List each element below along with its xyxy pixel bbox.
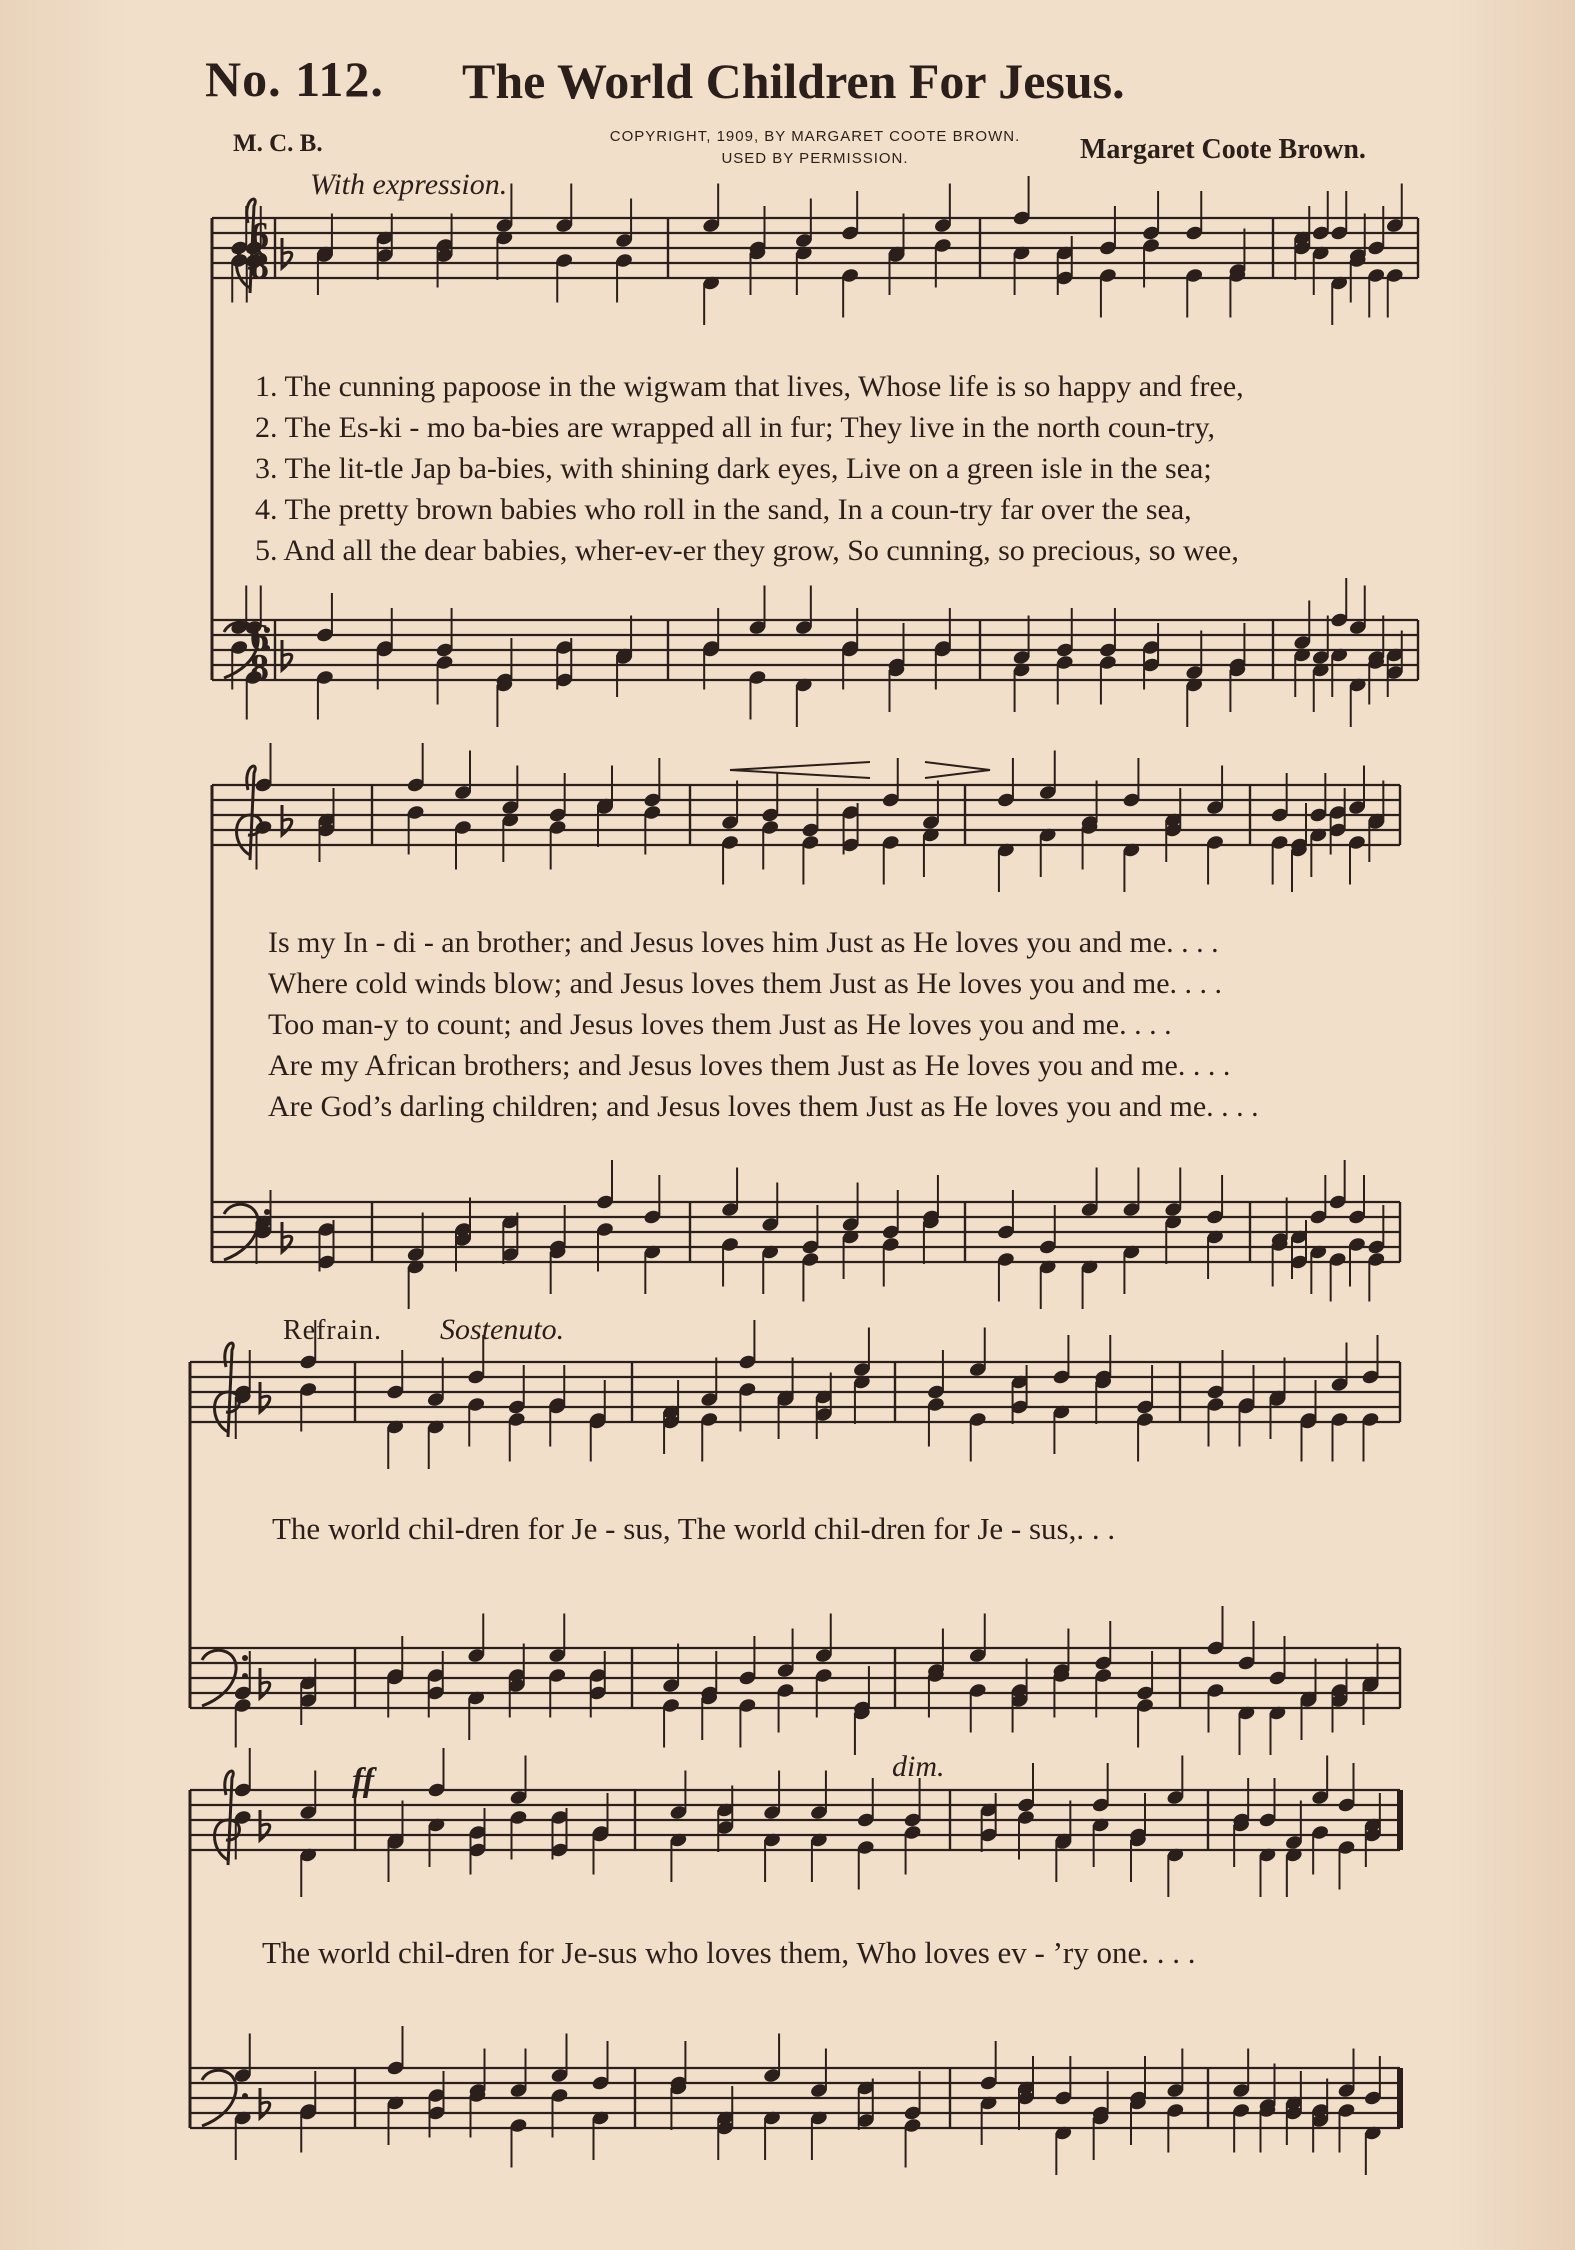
verse-5-second: Are God’s darling children; and Jesus loves them Just as He loves you and me. . . . <box>268 1090 1259 1123</box>
bass-clef-dot <box>264 1209 270 1215</box>
time-sig-upper: 6 <box>250 215 269 257</box>
dynamic-dim: dim. <box>892 1750 945 1783</box>
bass-clef-dot <box>242 2075 248 2081</box>
dynamic-ff: ff <box>352 1762 375 1799</box>
verse-3-second: Too man-y to count; and Jesus loves them Just as He loves you and me. . . . <box>268 1008 1172 1041</box>
time-sig-lower: 8 <box>250 647 269 689</box>
lyricist-initials: M. C. B. <box>233 130 323 157</box>
refrain-label: Refrain. <box>283 1315 382 1346</box>
decrescendo-hairpin <box>925 762 990 778</box>
verse-1-first: 1. The cunning papoose in the wigwam that lives, Whose life is so happy and free, <box>255 370 1244 403</box>
verse-4-second: Are my African brothers; and Jesus loves them Just as He loves you and me. . . . <box>268 1049 1231 1082</box>
copyright-line: COPYRIGHT, 1909, BY MARGARET COOTE BROWN. <box>609 128 1021 145</box>
tempo-marking: With expression. <box>310 168 508 201</box>
refrain-lyric-2: The world chil-dren for Je-sus who loves them, Who loves ev - ’ry one. . . . <box>262 1935 1196 1970</box>
crescendo-hairpin <box>730 762 870 778</box>
permission-line: USED BY PERMISSION. <box>721 150 909 167</box>
bass-clef-dot <box>264 1227 270 1233</box>
bass-clef-dot <box>242 1655 248 1661</box>
refrain-tempo: Sostenuto. <box>440 1313 565 1346</box>
bass-clef-dot <box>242 1673 248 1679</box>
verse-5-first: 5. And all the dear babies, wher-ev-er they grow, So cunning, so precious, so wee, <box>255 534 1239 567</box>
verse-3-first: 3. The lit-tle Jap ba-bies, with shining dark eyes, Live on a green isle in the sea; <box>255 452 1212 485</box>
bass-clef-dot <box>242 2093 248 2099</box>
verse-block-first-line <box>255 366 1244 571</box>
hymn-title: The World Children For Jesus. <box>462 53 1125 109</box>
hymn-number: No. 112. <box>205 51 384 107</box>
verse-2-first: 2. The Es-ki - mo ba-bies are wrapped all in fur; They live in the north coun-try, <box>255 411 1215 444</box>
time-sig-lower: 8 <box>250 245 269 287</box>
verse-1-second: Is my In - di - an brother; and Jesus loves him Just as He loves you and me. . . . <box>268 926 1219 959</box>
verse-4-first: 4. The pretty brown babies who roll in the sand, In a coun-try far over the sea, <box>255 493 1192 526</box>
verse-block-second-line <box>268 922 1259 1127</box>
composer-name: Margaret Coote Brown. <box>1080 134 1366 165</box>
verse-2-second: Where cold winds blow; and Jesus loves them Just as He loves you and me. . . . <box>268 967 1223 1000</box>
refrain-lyric-1: The world chil-dren for Je - sus, The world chil-dren for Je - sus,. . . <box>272 1511 1116 1546</box>
time-sig-upper: 6 <box>250 617 269 659</box>
